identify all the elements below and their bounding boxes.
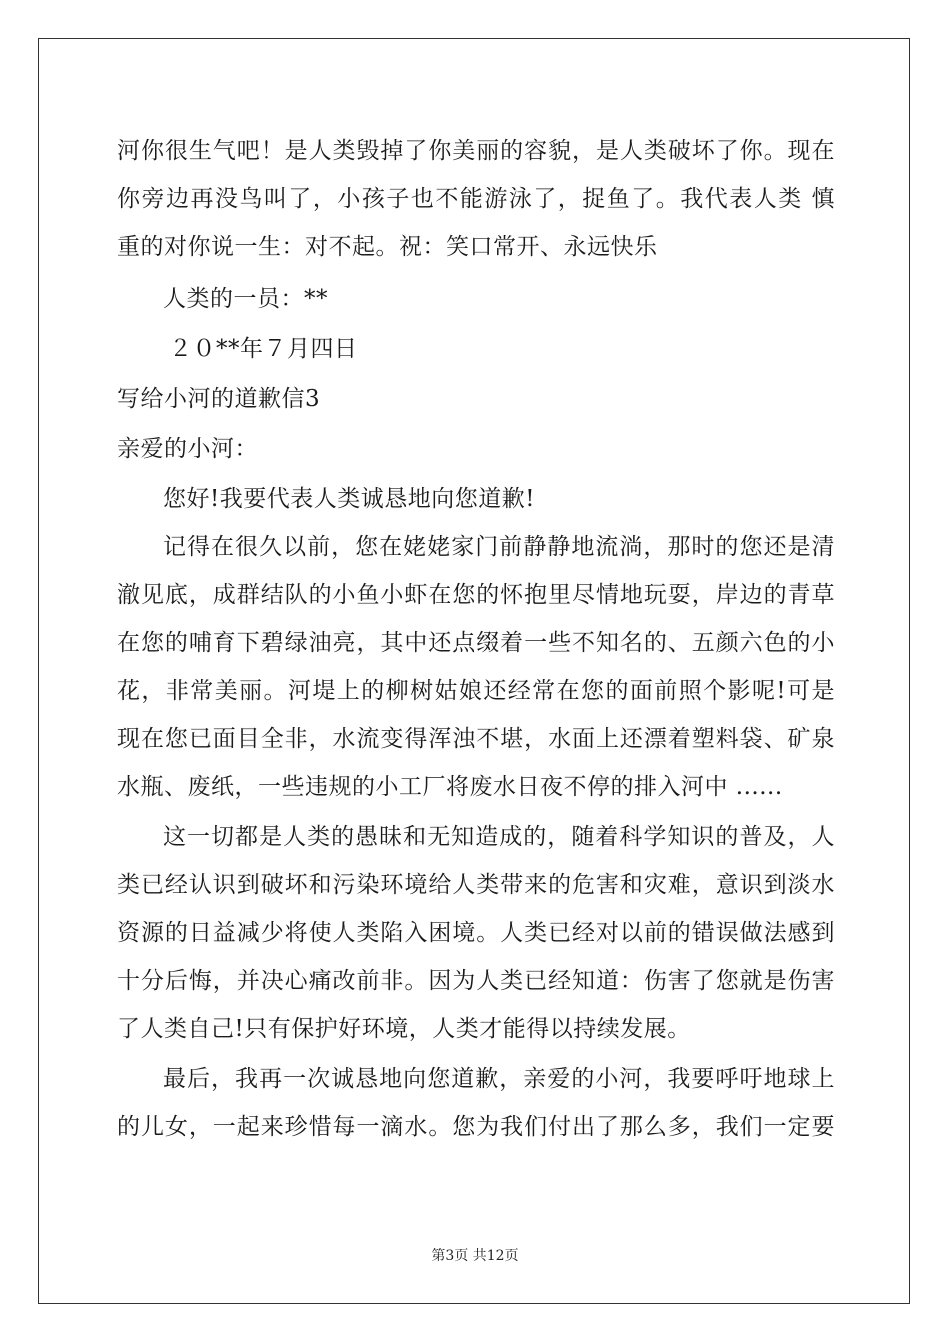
text-line: 的儿女，一起来珍惜每一滴水。您为我们付出了那么多，我们一定要 [117, 1114, 835, 1140]
text-line: 类已经认识到破坏和污染环境给人类带来的危害和灾难，意识到淡水 [117, 872, 835, 898]
text-line: 在您的哺育下碧绿油亮，其中还点缀着一些不知名的、五颜六色的小 [117, 630, 835, 656]
text-line: 现在您已面目全非，水流变得浑浊不堪，水面上还漂着塑料袋、矿泉 [117, 726, 835, 752]
page-footer: 第3页 共12页 [431, 1248, 519, 1264]
signature-line: 人类的一员：** [163, 286, 328, 312]
text-line: 这一切都是人类的愚昧和无知造成的，随着科学知识的普及，人 [163, 824, 835, 850]
date-line: ２０**年７月四日 [169, 336, 358, 362]
text-line: 水瓶、废纸，一些违规的小工厂将废水日夜不停的排入河中 ...... [117, 774, 783, 800]
section-title: 写给小河的道歉信3 [117, 386, 321, 412]
text-line: 最后，我再一次诚恳地向您道歉，亲爱的小河，我要呼吁地球上 [163, 1066, 835, 1092]
text-line: 您好!我要代表人类诚恳地向您道歉! [163, 486, 535, 512]
text-line: 重的对你说一生：对不起。祝：笑口常开、永远快乐 [117, 234, 658, 260]
text-line: 澈见底，成群结队的小鱼小虾在您的怀抱里尽情地玩耍，岸边的青草 [117, 582, 835, 608]
salutation: 亲爱的小河： [117, 436, 258, 462]
text-line: 河你很生气吧！是人类毁掉了你美丽的容貌，是人类破坏了你。现在 [117, 138, 835, 164]
text-line: 了人类自己!只有保护好环境，人类才能得以持续发展。 [117, 1016, 691, 1042]
text-line: 花，非常美丽。河堤上的柳树姑娘还经常在您的面前照个影呢!可是 [117, 678, 835, 704]
text-line: 你旁边再没鸟叫了，小孩子也不能游泳了，捉鱼了。我代表人类 慎 [117, 186, 835, 212]
text-line: 资源的日益减少将使人类陷入困境。人类已经对以前的错误做法感到 [117, 920, 835, 946]
text-line: 记得在很久以前，您在姥姥家门前静静地流淌，那时的您还是清 [163, 534, 835, 560]
text-line: 十分后悔，并决心痛改前非。因为人类已经知道：伤害了您就是伤害 [117, 968, 835, 994]
